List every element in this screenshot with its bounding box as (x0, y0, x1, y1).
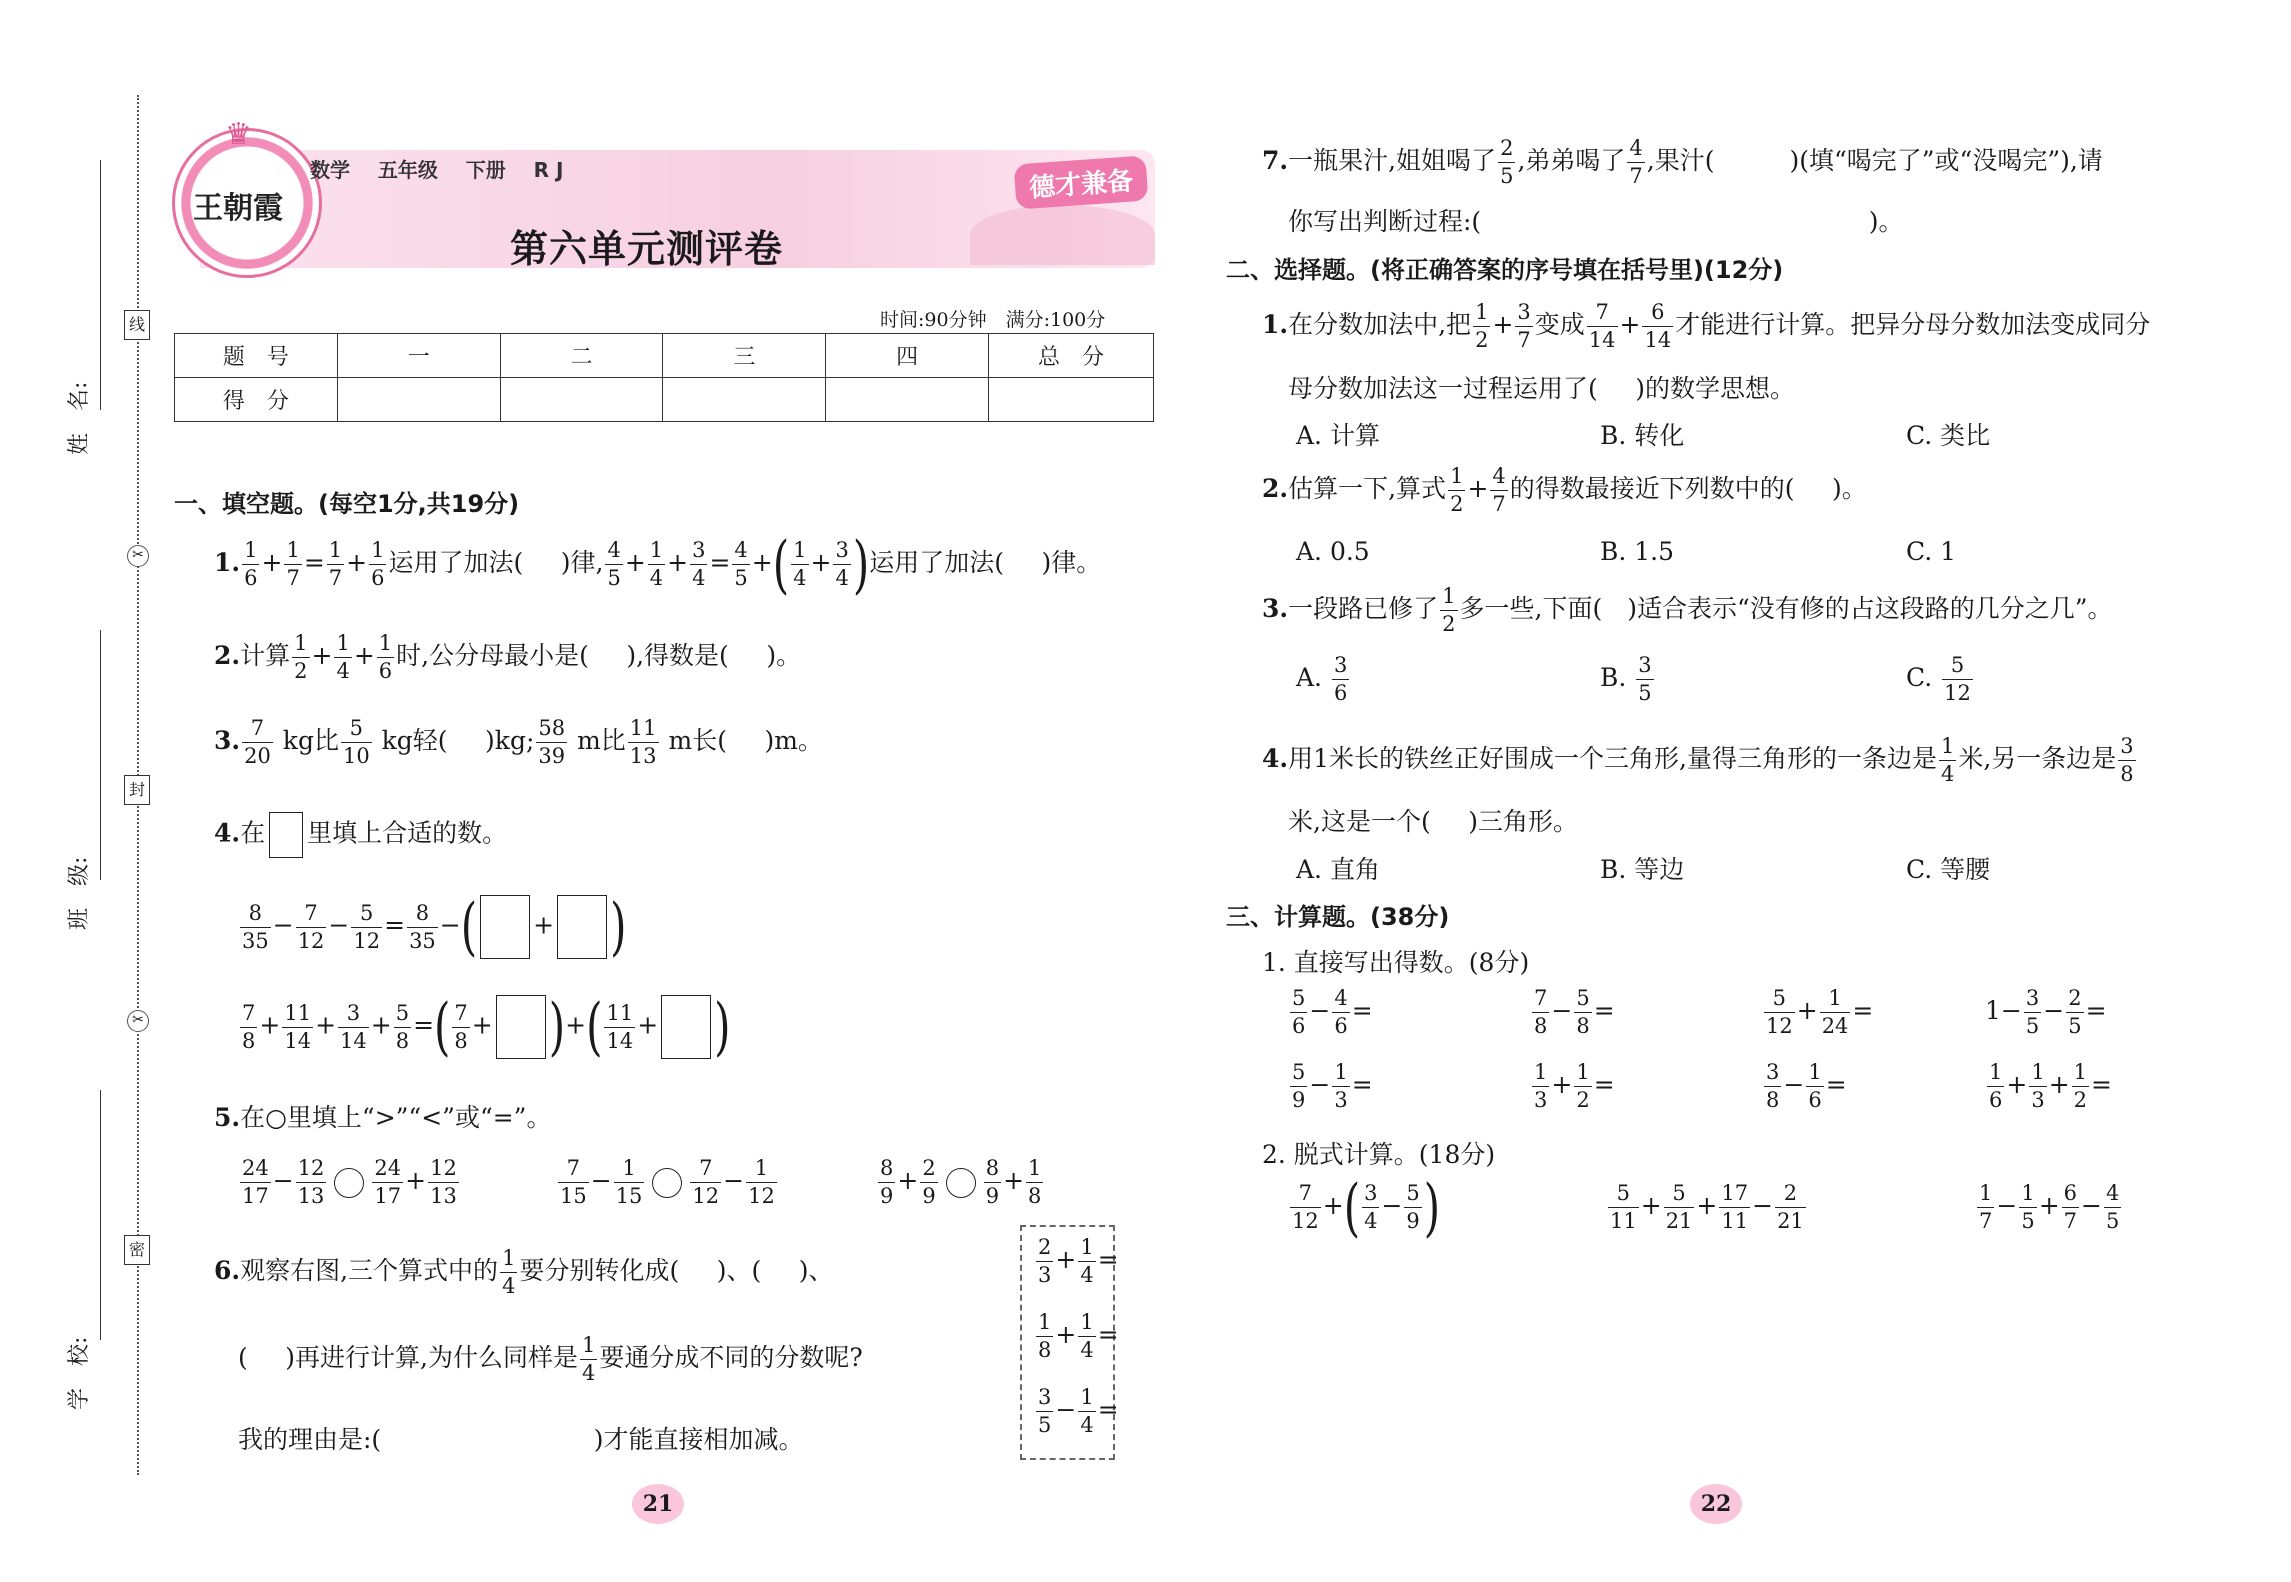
scissors-icon: ✂ (127, 545, 149, 567)
q6-text: ( (238, 1343, 248, 1372)
q6-text: )、 (798, 1256, 834, 1285)
q2-text: )。 (766, 641, 802, 670)
q3-number: 3. (214, 726, 241, 755)
choice-4-line-1: 4.用1米长的铁丝正好围成一个三角形,量得三角形的一条边是 $\frac{1}{4}$ 米,另一条边是 $\frac{3}{8}$ (1262, 734, 2134, 786)
q7-text: ,果汁( (1646, 146, 1715, 175)
score-header-4: 四 (826, 334, 989, 378)
compare-2: $\frac{7}{15}$ − $\frac{1}{15}$ $\frac{7}{12}$ − $\frac{1}{12}$ (560, 1156, 775, 1208)
seal-mark-seal: 封 (124, 775, 150, 805)
exam-meta: 时间:90分钟 满分:100分 (880, 309, 1106, 331)
subject: 数学 (310, 158, 350, 182)
c4-option-c[interactable]: C. 等腰 (1906, 855, 1991, 884)
c2-option-c[interactable]: C. 1 (1906, 537, 1957, 566)
compare-circle[interactable] (946, 1168, 976, 1198)
q2-number: 2. (214, 641, 241, 670)
calc-part-2-title: 2. 脱式计算。(18分) (1262, 1140, 1496, 1169)
choice-1-line-1: 1.在分数加法中,把 $\frac{1}{2}$ + $\frac{3}{7}$ 变成 $\frac{7}{14}$ + $\frac{6}{14}$ 才能进行计算。把异分母分数加法变成同分 (1262, 300, 2151, 352)
q7-text: 你写出判断过程:( (1288, 207, 1482, 236)
c1-text: 母分数加法这一过程运用了( (1288, 374, 1598, 403)
c4-number: 4. (1262, 744, 1289, 773)
score-header-1: 一 (337, 334, 500, 378)
c3-option-a[interactable]: A. $\frac{3}{6}$ (1296, 653, 1348, 705)
question-4-line-1: $\frac{8}{35}$ − $\frac{7}{12}$ − $\frac{5}{12}$ = $\frac{8}{35}$ −( + ) (242, 889, 627, 963)
calc-item: 1− $\frac{3}{5}$ − $\frac{2}{5}$ = (1985, 986, 2107, 1038)
volume: 下册 (465, 158, 506, 182)
question-6-line-1: 6.观察右图,三个算式中的 $\frac{1}{4}$ 要分别转化成( )、( )、 (214, 1246, 834, 1298)
score-cell[interactable] (337, 378, 500, 422)
choice-4-line-2 (1288, 802, 1578, 838)
c4-option-b[interactable]: B. 等边 (1600, 855, 1685, 884)
step-calc-item: $\frac{7}{12}$ +( $\frac{3}{4}$ − $\frac{5}{9}$ ) (1292, 1170, 1441, 1244)
calc-item: $\frac{1}{3}$ + $\frac{1}{2}$ = (1534, 1060, 1615, 1112)
c2-option-a[interactable]: A. 0.5 (1296, 537, 1370, 566)
section-2-title: 二、选择题。(将正确答案的序号填在括号里)(12分) (1226, 256, 1784, 284)
c4-text: )三角形。 (1468, 807, 1578, 836)
q4-text: 在 (240, 818, 266, 848)
q1-text: 运用了加法( (869, 548, 1004, 577)
score-header-2: 二 (500, 334, 663, 378)
choice-2: 2.估算一下,算式 $\frac{1}{2}$ + $\frac{4}{7}$ 的得数最接近下列数中的( )。 (1262, 464, 1867, 516)
scissors-icon: ✂ (127, 1010, 149, 1032)
c2-option-b[interactable]: B. 1.5 (1600, 537, 1675, 566)
c2-number: 2. (1262, 474, 1289, 503)
c4-text: 米,另一条边是 (1958, 744, 2117, 773)
c1-text: 变成 (1534, 310, 1585, 339)
c2-text: )。 (1832, 474, 1867, 503)
q3-text: kg比 (282, 726, 339, 755)
answer-box[interactable] (269, 812, 303, 858)
c4-text: 用1米长的铁丝正好围成一个三角形,量得三角形的一条边是 (1288, 744, 1937, 773)
name-underline (100, 160, 101, 410)
q3-text: )m。 (764, 726, 823, 755)
page-number-right: 22 (1690, 1484, 1742, 1524)
c1-text: 才能进行计算。把异分母分数加法变成同分 (1675, 310, 2151, 339)
motto-badge: 德才兼备 (1014, 155, 1149, 209)
calc-item: $\frac{1}{6}$ + $\frac{1}{3}$ + $\frac{1}{2}$ = (1989, 1060, 2112, 1112)
name-label: 姓 名: (67, 381, 92, 455)
answer-box[interactable] (496, 995, 546, 1059)
section-1-title: 一、填空题。(每空1分,共19分) (174, 490, 520, 518)
score-cell[interactable] (989, 378, 1154, 422)
c1-option-b[interactable]: B. 转化 (1600, 421, 1685, 450)
c3-text: 多一些,下面( (1459, 594, 1603, 623)
score-cell[interactable] (500, 378, 663, 422)
question-4 (214, 812, 507, 858)
q6-text: 我的理由是:( (238, 1425, 382, 1454)
c4-text: 米,这是一个( (1288, 807, 1431, 836)
school-underline (100, 1090, 101, 1340)
answer-box[interactable] (557, 895, 607, 959)
question-7-line-1: 7.一瓶果汁,姐姐喝了 $\frac{2}{5}$ ,弟弟喝了 $\frac{4}{7}$ ,果汁( )(填“喝完了”或“没喝完”),请 (1262, 136, 2103, 188)
q6-text: 观察右图,三个算式中的 (240, 1256, 499, 1285)
question-7-line-2 (1288, 202, 1903, 238)
q1-text: 运用了加法( (388, 548, 524, 577)
brand-name: 王朝霞 (193, 191, 283, 226)
question-1: 1. $\frac{1}{6}$ + $\frac{1}{7}$ = $\frac{1}{7}$ + $\frac{1}{6}$ 运用了加法( )律, $\frac{4}{5}$ + $\frac{1}{4}$ + $\frac{3}{4}$ = $\frac{4}{5}$ +( $\frac{1}{4}$ + $\frac{3}{4}$ )运用了加法( )律。 (214, 527, 1102, 601)
binding-margin (0, 0, 150, 1582)
calc-item: $\frac{3}{8}$ − $\frac{1}{6}$ = (1766, 1060, 1847, 1112)
c1-text: )的数学思想。 (1635, 374, 1796, 403)
q4-text: 里填上合适的数。 (307, 818, 508, 848)
class-underline (100, 630, 101, 880)
question-3: 3. $\frac{7}{20}$ kg比 $\frac{5}{10}$ kg轻( )kg; $\frac{58}{39}$ m比 $\frac{11}{13}$ m长( )m。 (214, 716, 823, 768)
q6-figure: $\frac{2}{3}$ + $\frac{1}{4}$ = $\frac{1}{8}$ + $\frac{1}{4}$ = $\frac{3}{5}$ − $\frac{1}{4}$ = (1020, 1225, 1115, 1460)
compare-circle[interactable] (652, 1168, 682, 1198)
page-number-left: 21 (632, 1484, 684, 1524)
q6-text: 要分别转化成( (519, 1256, 680, 1285)
q3-text: kg轻( (381, 726, 448, 755)
q1-text: )律。 (1041, 548, 1102, 577)
step-calc-item: $\frac{1}{7}$ − $\frac{1}{5}$ + $\frac{6}{7}$ − $\frac{4}{5}$ (1979, 1181, 2120, 1233)
score-header-0: 题 号 (175, 334, 338, 378)
q1-text: )律, (560, 548, 604, 577)
step-calc-item: $\frac{5}{11}$ + $\frac{5}{21}$ + $\frac{17}{11}$ − $\frac{2}{21}$ (1610, 1181, 1804, 1233)
c2-text: 估算一下,算式 (1288, 474, 1447, 503)
q2-text: 时,公分母最小是( (396, 641, 589, 670)
c1-option-a[interactable]: A. 计算 (1296, 421, 1380, 450)
q5-text: 在○里填上“>”“<”或“=”。 (240, 1103, 552, 1132)
c3-option-c[interactable]: C. $\frac{5}{12}$ (1906, 653, 1971, 705)
grade: 五年级 (377, 158, 438, 182)
score-cell[interactable] (826, 378, 989, 422)
calc-item: $\frac{5}{9}$ − $\frac{1}{3}$ = (1292, 1060, 1373, 1112)
c2-text: 的得数最接近下列数中的( (1509, 474, 1795, 503)
q3-text: )kg; (485, 726, 535, 755)
q6-text: )再进行计算,为什么同样是 (285, 1343, 578, 1372)
crown-icon: ♛ (225, 117, 252, 152)
question-2: 2.计算 $\frac{1}{2}$ + $\frac{1}{4}$ + $\frac{1}{6}$ 时,公分母最小是( ),得数是( )。 (214, 631, 802, 683)
q6-text: 要通分成不同的分数呢? (599, 1343, 863, 1372)
q6-text: )、( (716, 1256, 762, 1285)
question-5 (214, 1098, 551, 1134)
score-header-5: 总 分 (989, 334, 1154, 378)
choice-1-line-2 (1288, 369, 1795, 405)
compare-3: $\frac{8}{9}$ + $\frac{2}{9}$ $\frac{8}{9}$ + $\frac{1}{8}$ (880, 1156, 1042, 1208)
c4-option-a[interactable]: A. 直角 (1296, 855, 1380, 884)
compare-circle[interactable] (334, 1168, 364, 1198)
edition: R J (533, 158, 564, 182)
q7-text: 一瓶果汁,姐姐喝了 (1288, 146, 1497, 175)
q5-number: 5. (214, 1103, 241, 1132)
c1-option-c[interactable]: C. 类比 (1906, 421, 1991, 450)
score-row-label: 得 分 (175, 378, 338, 422)
c3-text: )适合表示“没有修的占这段路的几分之几”。 (1627, 594, 2113, 623)
section-3-title: 三、计算题。(38分) (1226, 903, 1450, 931)
score-header-3: 三 (663, 334, 826, 378)
compare-1: $\frac{24}{17}$ − $\frac{12}{13}$ $\frac{24}{17}$ + $\frac{12}{13}$ (242, 1156, 457, 1208)
q2-text: 计算 (240, 641, 291, 670)
q7-text: )(填“喝完了”或“没喝完”),请 (1789, 146, 2103, 175)
choice-3: 3.一段路已修了 $\frac{1}{2}$ 多一些,下面( )适合表示“没有修的占这段路的几分之几”。 (1262, 584, 2113, 636)
question-4-line-2: $\frac{7}{8}$ + $\frac{11}{14}$ + $\frac{3}{14}$ + $\frac{5}{8}$ =( $\frac{7}{8}$ + )+( $\frac{11}{14}$ + ) (242, 989, 731, 1063)
score-cell[interactable] (663, 378, 826, 422)
c1-text: 在分数加法中,把 (1288, 310, 1472, 339)
c3-number: 3. (1262, 594, 1289, 623)
c1-number: 1. (1262, 310, 1289, 339)
seal-mark-secret: 密 (124, 1235, 150, 1265)
class-label: 班 级: (67, 856, 92, 930)
calc-part-1-title: 1. 直接写出得数。(8分) (1262, 948, 1530, 977)
q3-text: m比 (577, 726, 626, 755)
q7-number: 7. (1262, 146, 1289, 175)
brand-logo (172, 117, 322, 278)
c3-text: 一段路已修了 (1288, 594, 1439, 623)
q1-number: 1. (214, 548, 241, 577)
q7-text: )。 (1868, 207, 1904, 236)
header-subject (310, 154, 563, 183)
calc-item: $\frac{5}{12}$ + $\frac{1}{24}$ = (1766, 986, 1874, 1038)
q6-number: 6. (214, 1256, 241, 1285)
q3-text: m长( (668, 726, 727, 755)
q7-text: ,弟弟喝了 (1517, 146, 1626, 175)
question-6-line-3 (238, 1420, 803, 1456)
page-title: 第六单元测评卷 (510, 227, 784, 271)
c3-option-b[interactable]: B. $\frac{3}{5}$ (1600, 653, 1652, 705)
calc-item: $\frac{5}{6}$ − $\frac{4}{6}$ = (1292, 986, 1373, 1038)
q6-text: )才能直接相加减。 (593, 1425, 804, 1454)
answer-box[interactable] (480, 895, 530, 959)
school-label: 学 校: (67, 1336, 92, 1410)
header-wave (970, 205, 1155, 265)
calc-item: $\frac{7}{8}$ − $\frac{5}{8}$ = (1534, 986, 1615, 1038)
answer-box[interactable] (661, 995, 711, 1059)
q4-number: 4. (214, 818, 241, 848)
score-table (174, 333, 1154, 422)
seal-mark-line: 线 (124, 310, 150, 340)
question-6-line-2: ( )再进行计算,为什么同样是 $\frac{1}{4}$ 要通分成不同的分数呢? (238, 1333, 863, 1385)
q2-text: ),得数是( (626, 641, 729, 670)
